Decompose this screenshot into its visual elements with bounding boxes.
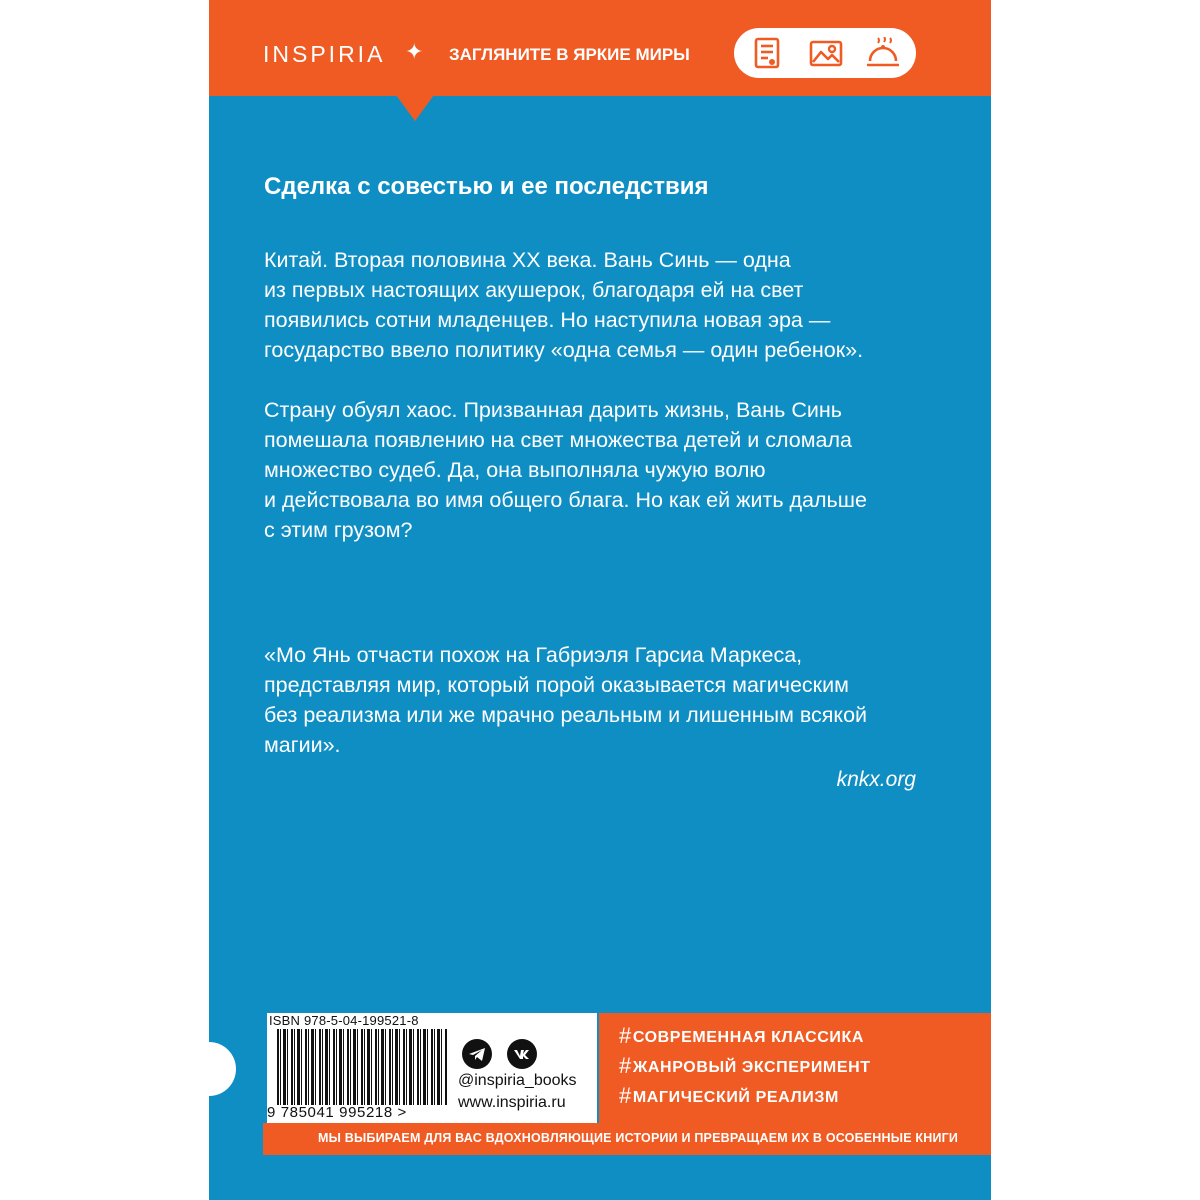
text-line: Страну обуял хаос. Призванная дарить жизнь, Вань Синь — [264, 398, 842, 422]
text-line: и действовала во имя общего блага. Но как ей жить дальше — [264, 488, 867, 512]
text-line: представляя мир, который порой оказывается магическим — [264, 673, 849, 697]
blurb-paragraph-2 — [264, 395, 964, 545]
brand-logo: INSPIRIA — [263, 41, 386, 67]
vk-icon[interactable] — [507, 1039, 537, 1069]
text-line: с этим грузом? — [264, 518, 413, 542]
sparkle-icon: ✦ — [405, 40, 424, 65]
review-quote — [264, 640, 964, 760]
barcode-digits: 9 785041 995218 > — [267, 1104, 407, 1121]
isbn-label: ISBN 978-5-04-199521-8 — [269, 1013, 419, 1028]
quote-source: knkx.org — [836, 768, 916, 791]
blurb-paragraph-1 — [264, 245, 964, 365]
header-bar — [209, 0, 991, 96]
blurb-title: Сделка с совестью и ее последствия — [264, 173, 709, 200]
text-line: из первых настоящих акушерок, благодаря ей на свет — [264, 278, 804, 302]
telegram-icon[interactable] — [462, 1039, 492, 1069]
text-line: магии». — [264, 733, 341, 757]
text-line: Китай. Вторая половина XX века. Вань Синь — одна — [264, 248, 791, 272]
text-line: помешала появлению на свет множества детей и сломала — [264, 428, 852, 452]
genre-tag: #СОВРЕМЕННАЯ КЛАССИКА — [619, 1023, 865, 1048]
text-line: без реализма или же мрачно реальным и лишенным всякой — [264, 703, 868, 727]
text-line: появились сотни младенцев. Но наступила новая эра — — [264, 308, 831, 332]
bottom-slogan: МЫ ВЫБИРАЕМ ДЛЯ ВАС ВДОХНОВЛЯЮЩИЕ ИСТОРИИ И ПРЕВРАЩАЕМ ИХ В ОСОБЕННЫЕ КНИГИ — [318, 1131, 959, 1145]
barcode-image — [277, 1029, 447, 1105]
genre-tags-panel — [599, 1013, 991, 1123]
bottom-slogan-strip — [263, 1123, 991, 1155]
barcode-panel — [267, 1013, 597, 1123]
book-back-cover — [209, 0, 991, 1200]
book-icon — [752, 37, 786, 71]
slogan: ЗАГЛЯНИТЕ В ЯРКИЕ МИРЫ — [449, 45, 690, 64]
genre-tag: #ЖАНРОВЫЙ ЭКСПЕРИМЕНТ — [619, 1053, 871, 1078]
text-line: «Мо Янь отчасти похож на Габриэля Гарсиа Маркеса, — [264, 643, 803, 667]
header-pointer — [396, 95, 434, 121]
text-line: множество судеб. Да, она выполняла чужую волю — [264, 458, 766, 482]
social-handle[interactable]: @inspiria_books — [458, 1072, 577, 1089]
genre-tag: #МАГИЧЕСКИЙ РЕАЛИЗМ — [619, 1083, 839, 1108]
picture-icon — [808, 37, 844, 71]
genre-icons-pill — [734, 28, 916, 78]
website-link[interactable]: www.inspiria.ru — [458, 1094, 566, 1111]
text-line: государство ввело политику «одна семья — один ребенок». — [264, 338, 864, 362]
dish-icon — [864, 37, 902, 71]
